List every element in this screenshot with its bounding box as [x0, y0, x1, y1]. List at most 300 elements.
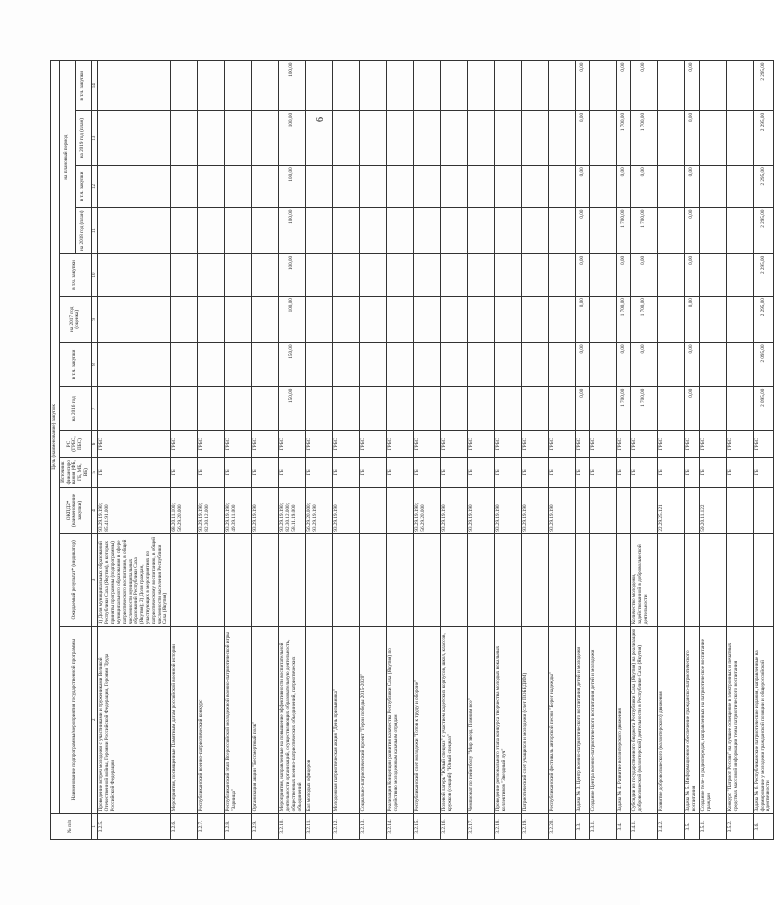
- row-2019-purchases: [333, 61, 360, 111]
- row-2017-purchases: 2 295,00: [753, 254, 773, 296]
- row-2018: [699, 208, 726, 254]
- row-name: Организация акции "Бессмертный полк": [252, 626, 279, 813]
- row-pc: ГРБС: [631, 431, 658, 457]
- row-2016: [549, 387, 576, 431]
- row-2018: [360, 208, 387, 254]
- row-2017-purchases: [360, 254, 387, 296]
- row-number: 3.6.: [753, 813, 773, 839]
- table-row: [617, 61, 631, 840]
- row-source: ГБ: [699, 457, 726, 487]
- row-name: Задача № 5. Информационное обеспечение гражданско-патриотического воспитания: [685, 626, 700, 813]
- row-2018-purchases: [387, 165, 414, 207]
- row-2017: 0,00: [685, 296, 700, 342]
- row-2016-purchases: [699, 342, 726, 386]
- row-2018: 0,00: [685, 208, 700, 254]
- row-2017: [699, 296, 726, 342]
- row-name: Республиканский слет молодежи "Готов к труду и обороне": [414, 626, 441, 813]
- row-2016-purchases: [306, 342, 333, 386]
- row-pc: ГРБС: [171, 431, 198, 457]
- row-2018-purchases: [98, 165, 171, 207]
- row-name: Республиканский этап Всероссийской молодежной военно-патриотической игры "Зарница": [225, 626, 252, 813]
- row-2017-purchases: [549, 254, 576, 296]
- table-row: [225, 61, 252, 840]
- row-2016: 2 095,00: [753, 387, 773, 431]
- row-2017-purchases: [333, 254, 360, 296]
- row-number: 3.2.13.: [360, 813, 387, 839]
- row-2017: 0,00: [576, 296, 590, 342]
- row-2019-purchases: [726, 61, 753, 111]
- row-result: [658, 534, 685, 627]
- row-2019: 1 700,00: [631, 111, 658, 165]
- row-result: [225, 534, 252, 627]
- column-index: 9: [91, 296, 98, 342]
- row-2016: [171, 387, 198, 431]
- row-2019: 1 700,00: [617, 111, 631, 165]
- row-2018-purchases: [360, 165, 387, 207]
- row-2019: [98, 111, 171, 165]
- row-pc: ГРБС: [590, 431, 617, 457]
- row-2018-purchases: [171, 165, 198, 207]
- row-2018-purchases: [522, 165, 549, 207]
- table-row: [753, 61, 773, 840]
- row-2017: [414, 296, 441, 342]
- row-2019-purchases: [658, 61, 685, 111]
- table-row: [306, 61, 333, 840]
- row-name: Конкурс "Патриот России" на лучшее освещение в электронных и печатных средствах массовой информации темы патриотического воспитания: [726, 626, 753, 813]
- row-2018-purchases: [441, 165, 468, 207]
- row-source: ГБ: [414, 457, 441, 487]
- row-okpd: [617, 487, 631, 533]
- row-result: [576, 534, 590, 627]
- row-2017-purchases: [522, 254, 549, 296]
- row-2017: [468, 296, 495, 342]
- row-name: Патриотический слет учащихся и молодежи (слет ПОБЕДИМ): [522, 626, 549, 813]
- row-okpd: 93.29.19.190: [468, 487, 495, 533]
- row-2019-purchases: [414, 61, 441, 111]
- row-name: Проведение регионального этапа конкурса творчества молодых вокальных коллективов "Звездный луч": [495, 626, 522, 813]
- row-okpd: [631, 487, 658, 533]
- row-2018-purchases: [468, 165, 495, 207]
- table-row: [522, 61, 549, 840]
- column-index: 13: [91, 111, 98, 165]
- row-2017-purchases: [590, 254, 617, 296]
- row-2017-purchases: [198, 254, 225, 296]
- row-2016: 0,00: [576, 387, 590, 431]
- row-2018-purchases: [306, 165, 333, 207]
- page-number: 6: [315, 117, 326, 122]
- row-pc: ГРБС: [333, 431, 360, 457]
- row-2018: [225, 208, 252, 254]
- column-index: 14: [91, 61, 98, 111]
- row-2016-purchases: [590, 342, 617, 386]
- row-name: Республиканский фестиваль авторской песни "Берег надежды": [549, 626, 576, 813]
- header-source: Источник финансирования (ФБ, ГБ, МБ, ВБ): [59, 457, 91, 487]
- row-2018: [98, 208, 171, 254]
- row-2019-purchases: [360, 61, 387, 111]
- row-2019-purchases: 0,00: [685, 61, 700, 111]
- row-2017: 1 700,00: [617, 296, 631, 342]
- table-row: [699, 61, 726, 840]
- row-2018: 2 295,00: [753, 208, 773, 254]
- row-source: ГБ: [522, 457, 549, 487]
- row-2018-purchases: [252, 165, 279, 207]
- row-2018-purchases: [333, 165, 360, 207]
- row-result: [360, 534, 387, 627]
- row-number: 3.4.2.: [658, 813, 685, 839]
- row-name: Задача № 4. Развитие волонтерского движения: [617, 626, 631, 813]
- row-result: [617, 534, 631, 627]
- row-source: ГБ: [441, 457, 468, 487]
- row-2019: [360, 111, 387, 165]
- column-index: 7: [91, 387, 98, 431]
- row-name: Полевой лагерь "Юный спецназ" с участием кадетских корпусов, школ, классов, кружков (секций) "Юный спецназ": [441, 626, 468, 813]
- row-2016: [252, 387, 279, 431]
- header-2018: на 2018 год (план): [75, 208, 91, 254]
- row-number: 3.5.1.: [699, 813, 726, 839]
- row-2016: 150,00: [279, 387, 306, 431]
- row-source: ГБ: [252, 457, 279, 487]
- row-2017: 100,00: [279, 296, 306, 342]
- row-2017-purchases: [468, 254, 495, 296]
- row-number: 3.4.: [617, 813, 631, 839]
- row-2018: [171, 208, 198, 254]
- row-2018-purchases: [225, 165, 252, 207]
- row-2019: 0,00: [576, 111, 590, 165]
- row-result: [171, 534, 198, 627]
- row-okpd: [590, 487, 617, 533]
- header-2017: на 2017 год (оценка): [59, 296, 91, 342]
- row-result: [753, 534, 773, 627]
- row-name: Чемпионат по пейнтболу "Мир звезд. Помним все": [468, 626, 495, 813]
- column-index: 10: [91, 254, 98, 296]
- row-source: ГБ: [495, 457, 522, 487]
- row-2019: [333, 111, 360, 165]
- row-result: 1) Доля муниципальных образований Республики Саха (Якутия), в которых приняты программы (подпрограммы) муниципального образования в сфере патриотического воспитания, в общей численности муниципальных образований Республики Саха (Якутия); 2) Доля граждан, участвующих в мероприятиях по патриотическому воспитанию, в общей численности населения Республики Саха (Якутия): [98, 534, 171, 627]
- row-result: [441, 534, 468, 627]
- table-row: [387, 61, 414, 840]
- row-result: [387, 534, 414, 627]
- row-2016: [522, 387, 549, 431]
- row-okpd: 93.29.19.190; 82.30.12.000; 58.11.19.000: [279, 487, 306, 533]
- row-source: ГБ: [576, 457, 590, 487]
- row-2018-purchases: 0,00: [631, 165, 658, 207]
- row-2018: 0,00: [576, 208, 590, 254]
- column-index: 11: [91, 208, 98, 254]
- row-2019: [549, 111, 576, 165]
- table-row: [414, 61, 441, 840]
- row-2019-purchases: [495, 61, 522, 111]
- procurement-table-container: [50, 60, 772, 840]
- row-2017-purchases: [252, 254, 279, 296]
- row-2017: [658, 296, 685, 342]
- row-2016: 1 700,00: [617, 387, 631, 431]
- row-source: ГБ: [753, 457, 773, 487]
- row-2017: [387, 296, 414, 342]
- row-2018: 1 700,00: [617, 208, 631, 254]
- row-2019: [306, 111, 333, 165]
- row-source: ГБ: [617, 457, 631, 487]
- row-result: [549, 534, 576, 627]
- row-result: [590, 534, 617, 627]
- row-2017-purchases: [441, 254, 468, 296]
- row-number: 3.3.1.: [590, 813, 617, 839]
- column-index: 4: [91, 487, 98, 533]
- row-2017: [171, 296, 198, 342]
- row-number: 3.2.19.: [522, 813, 549, 839]
- row-pc: ГРБС: [279, 431, 306, 457]
- row-name: Развитие добровольческого (волонтерского) движения: [658, 626, 685, 813]
- row-2019-purchases: [549, 61, 576, 111]
- row-2018: [658, 208, 685, 254]
- row-2018-purchases: [495, 165, 522, 207]
- row-name: Задача № 3. Центр военно-патриотического воспитания детей и молодежи: [576, 626, 590, 813]
- row-2016: [414, 387, 441, 431]
- row-name: Социально-патриотический проект "Герои победы 2015-2020": [360, 626, 387, 813]
- row-2016: [495, 387, 522, 431]
- row-2016: [658, 387, 685, 431]
- row-okpd: 59.20.11.122: [699, 487, 726, 533]
- row-result: [198, 534, 225, 627]
- row-2017-purchases: [171, 254, 198, 296]
- row-pc: ГРБС: [522, 431, 549, 457]
- row-2018-purchases: [726, 165, 753, 207]
- table-row: [279, 61, 306, 840]
- table-row: [468, 61, 495, 840]
- row-source: ГБ: [590, 457, 617, 487]
- row-2019-purchases: [468, 61, 495, 111]
- header-result: Ожидаемый результат* (индикатор): [59, 534, 91, 627]
- row-2016-purchases: [98, 342, 171, 386]
- row-2017-purchases: [414, 254, 441, 296]
- row-number: 3.2.7.: [198, 813, 225, 839]
- row-2019-purchases: [590, 61, 617, 111]
- row-result: Количество молодежи, задействованной в добровольческой деятельности: [631, 534, 658, 627]
- row-source: ГБ: [631, 457, 658, 487]
- row-2019-purchases: 100,00: [279, 61, 306, 111]
- row-2018: [468, 208, 495, 254]
- row-2018: [549, 208, 576, 254]
- table-row: [198, 61, 225, 840]
- row-2016-purchases: [495, 342, 522, 386]
- row-2016-purchases: 0,00: [685, 342, 700, 386]
- row-okpd: 93.29.19.190: [441, 487, 468, 533]
- row-pc: ГРБС: [576, 431, 590, 457]
- row-2017: [98, 296, 171, 342]
- row-2017: [590, 296, 617, 342]
- row-2016-purchases: [468, 342, 495, 386]
- row-2019-purchases: 0,00: [617, 61, 631, 111]
- row-2018: [333, 208, 360, 254]
- row-2019-purchases: [699, 61, 726, 111]
- row-2019-purchases: 0,00: [576, 61, 590, 111]
- row-okpd: 93.29.19.190: [549, 487, 576, 533]
- row-2019: [495, 111, 522, 165]
- row-2019: [198, 111, 225, 165]
- row-source: ГБ: [726, 457, 753, 487]
- row-2017-purchases: 0,00: [631, 254, 658, 296]
- row-source: ГБ: [658, 457, 685, 487]
- header-incl-1: в т.ч. закупки: [59, 342, 91, 386]
- row-2019: [699, 111, 726, 165]
- row-source: ГБ: [306, 457, 333, 487]
- row-2016: [726, 387, 753, 431]
- row-result: [333, 534, 360, 627]
- row-2016-purchases: [522, 342, 549, 386]
- row-number: 3.3.: [576, 813, 590, 839]
- row-okpd: 56.29.20.000; 93.29.19.190: [306, 487, 333, 533]
- column-index: 12: [91, 165, 98, 207]
- row-pc: ГРБС: [699, 431, 726, 457]
- row-pc: ГРБС: [658, 431, 685, 457]
- row-result: [495, 534, 522, 627]
- row-2019-purchases: [441, 61, 468, 111]
- row-pc: ГРБС: [414, 431, 441, 457]
- row-name: Бал молодых офицеров: [306, 626, 333, 813]
- row-2018: [441, 208, 468, 254]
- row-2016: [387, 387, 414, 431]
- row-number: 3.4.1.: [631, 813, 658, 839]
- row-result: [279, 534, 306, 627]
- row-number: 3.5.: [685, 813, 700, 839]
- table-body: [98, 61, 774, 840]
- row-2016: [441, 387, 468, 431]
- row-2019-purchases: 2 295,00: [753, 61, 773, 111]
- row-pc: ГРБС: [685, 431, 700, 457]
- row-2016: [98, 387, 171, 431]
- table-row: [590, 61, 617, 840]
- row-2016-purchases: 0,00: [617, 342, 631, 386]
- table-row: [495, 61, 522, 840]
- column-index: 8: [91, 342, 98, 386]
- row-2017-purchases: 0,00: [685, 254, 700, 296]
- row-2016: [699, 387, 726, 431]
- header-row-group: [51, 61, 60, 840]
- row-2016-purchases: [658, 342, 685, 386]
- row-2019: [171, 111, 198, 165]
- table-row: [333, 61, 360, 840]
- row-2016: 1 700,00: [631, 387, 658, 431]
- row-okpd: [387, 487, 414, 533]
- row-2017: 1 700,00: [631, 296, 658, 342]
- row-pc: ГРБС: [726, 431, 753, 457]
- header-okpd: ОКПД2* (наименование закупки): [59, 487, 91, 533]
- row-2019-purchases: [306, 61, 333, 111]
- row-2017-purchases: [658, 254, 685, 296]
- table-row: [685, 61, 700, 840]
- row-okpd: [685, 487, 700, 533]
- row-2019-purchases: [252, 61, 279, 111]
- row-2017: [522, 296, 549, 342]
- row-okpd: 93.29.19.190; 49.39.11.000: [225, 487, 252, 533]
- row-2018-purchases: [549, 165, 576, 207]
- row-pc: ГРБС: [360, 431, 387, 457]
- row-source: ГБ: [468, 457, 495, 487]
- row-2017-purchases: 100,00: [279, 254, 306, 296]
- table-row: [252, 61, 279, 840]
- row-2017-purchases: [387, 254, 414, 296]
- row-2018-purchases: [699, 165, 726, 207]
- row-2019: [658, 111, 685, 165]
- header-2016: на 2016 год: [59, 387, 91, 431]
- row-2019: 100,00: [279, 111, 306, 165]
- row-2017: [252, 296, 279, 342]
- row-2017: [333, 296, 360, 342]
- row-2019-purchases: [387, 61, 414, 111]
- row-okpd: [360, 487, 387, 533]
- header-plan-period: на плановый период: [59, 61, 75, 254]
- row-pc: ГРБС: [98, 431, 171, 457]
- row-2018-purchases: 0,00: [617, 165, 631, 207]
- row-okpd: 22.29.25.121: [658, 487, 685, 533]
- row-2017-purchases: [699, 254, 726, 296]
- row-2019-purchases: [171, 61, 198, 111]
- row-2016-purchases: [549, 342, 576, 386]
- row-2016-purchases: [171, 342, 198, 386]
- row-2018-purchases: 2 295,00: [753, 165, 773, 207]
- row-okpd: 93.29.19.190; 56.29.20.000: [414, 487, 441, 533]
- row-2017: [198, 296, 225, 342]
- row-name: Создание Центра военно-патриотического воспитания детей и молодежи: [590, 626, 617, 813]
- row-2017-purchases: 0,00: [617, 254, 631, 296]
- column-index: 6: [91, 431, 98, 457]
- row-name: Республиканский военно-патриотический конкурс: [198, 626, 225, 813]
- column-index: 2: [91, 626, 98, 813]
- row-2019: [522, 111, 549, 165]
- row-okpd: 93.29.19.190: [495, 487, 522, 533]
- row-okpd: 93.29.19.190; 85.41.91.000: [98, 487, 171, 533]
- row-source: ГБ: [279, 457, 306, 487]
- row-pc: ГРБС: [306, 431, 333, 457]
- row-2019: 0,00: [685, 111, 700, 165]
- row-2018: 1 700,00: [631, 208, 658, 254]
- row-2016: [225, 387, 252, 431]
- row-pc: ГРБС: [753, 431, 773, 457]
- table-row: [549, 61, 576, 840]
- row-result: [685, 534, 700, 627]
- row-2017-purchases: [98, 254, 171, 296]
- row-number: 3.2.6.: [171, 813, 198, 839]
- row-2016: [306, 387, 333, 431]
- row-name: Задача № 6. Республиканские патриотические издания, направленные на формирование у молодежи гражданской позиции и общероссийской идентичности: [753, 626, 773, 813]
- row-number: 3.2.12.: [333, 813, 360, 839]
- row-2018: [306, 208, 333, 254]
- row-number: 3.5.2.: [726, 813, 753, 839]
- header-2019: на 2019 год (план): [75, 111, 91, 165]
- row-2017-purchases: [306, 254, 333, 296]
- row-2016-purchases: [198, 342, 225, 386]
- row-pc: ГРБС: [495, 431, 522, 457]
- row-2017-purchases: [225, 254, 252, 296]
- row-pc: ГРБС: [198, 431, 225, 457]
- row-2018: [495, 208, 522, 254]
- row-result: [252, 534, 279, 627]
- row-2019-purchases: [522, 61, 549, 111]
- row-source: ГБ: [360, 457, 387, 487]
- row-okpd: 93.29.19.190: [522, 487, 549, 533]
- row-2016-purchases: [387, 342, 414, 386]
- row-source: ГБ: [98, 457, 171, 487]
- column-index: 1: [91, 813, 98, 839]
- row-pc: ГРБС: [441, 431, 468, 457]
- row-2019: [414, 111, 441, 165]
- header-pc: РС (ГРБС, ПБС): [59, 431, 91, 457]
- row-source: ГБ: [549, 457, 576, 487]
- row-2017: [360, 296, 387, 342]
- row-2019: [468, 111, 495, 165]
- row-2018: [198, 208, 225, 254]
- header-row-plan: [59, 61, 75, 840]
- row-number: 3.2.20.: [549, 813, 576, 839]
